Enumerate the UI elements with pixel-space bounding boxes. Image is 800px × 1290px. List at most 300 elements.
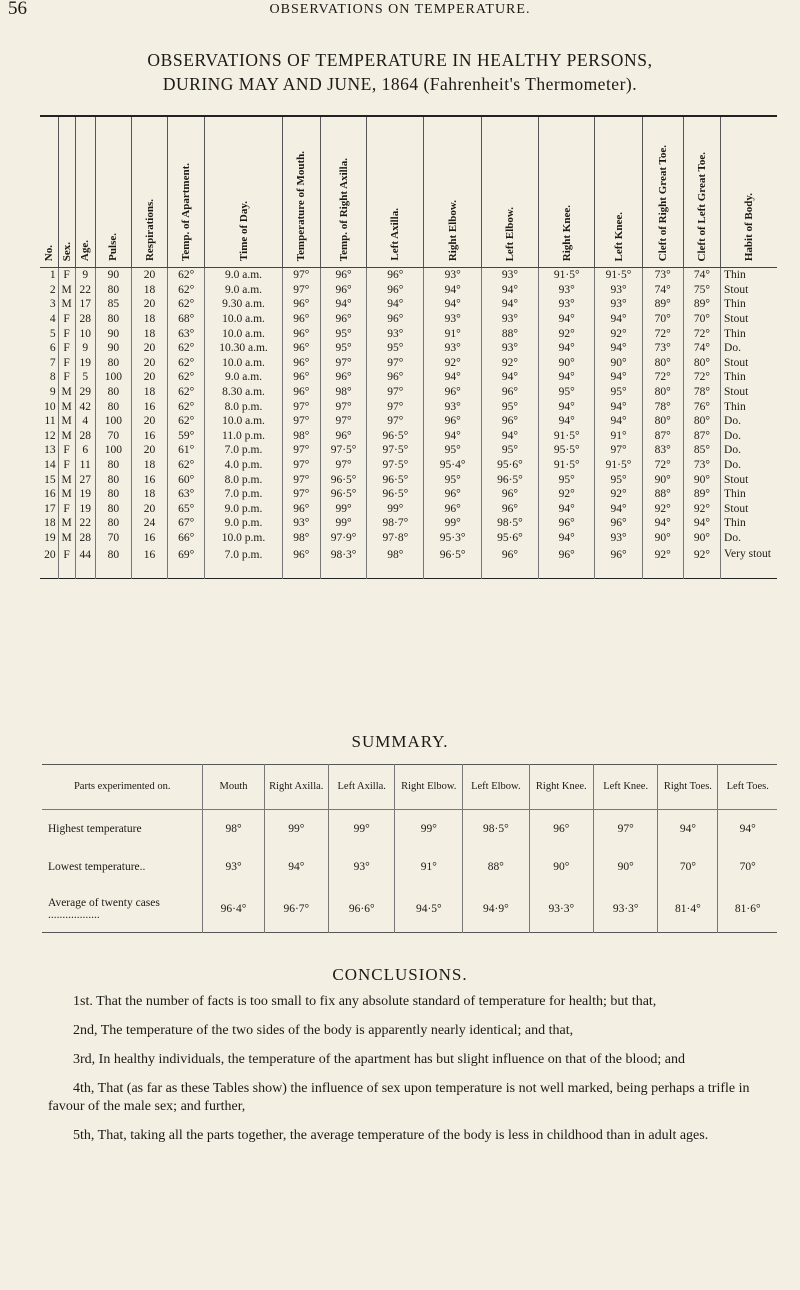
conclusions-title: CONCLUSIONS. <box>332 965 468 984</box>
summary-column-header: Right Knee. <box>529 765 593 810</box>
table-cell: 76° <box>683 399 720 414</box>
table-cell: 97° <box>320 458 366 473</box>
summary-cell: 98° <box>203 810 264 849</box>
table-cell: 96° <box>481 502 538 517</box>
table-cell: 68° <box>168 312 205 327</box>
table-cell: 94° <box>539 370 595 385</box>
table-cell: 90° <box>642 531 683 546</box>
table-cell: 97° <box>282 414 320 429</box>
summary-cell: 90° <box>529 848 593 886</box>
table-cell: Do. <box>721 414 777 429</box>
table-cell: 94° <box>424 297 481 312</box>
table-cell: 75° <box>683 283 720 298</box>
table-cell: 96° <box>424 502 481 517</box>
column-header-label: Respirations. <box>143 198 156 261</box>
table-cell: 10 <box>75 326 95 341</box>
table-cell: 10 <box>44 400 56 413</box>
table-cell: 97° <box>320 356 366 371</box>
table-row <box>40 268 777 283</box>
table-cell: 93° <box>539 283 595 298</box>
conclusions-list <box>48 993 763 1156</box>
table-cell: 62° <box>168 268 205 283</box>
table-cell: 97·5° <box>320 443 366 458</box>
table-cell: F <box>58 443 75 458</box>
table-cell: 93° <box>595 297 642 312</box>
table-cell: 62° <box>168 297 205 312</box>
summary-cell: 94° <box>264 848 328 886</box>
table-row <box>40 399 777 414</box>
table-cell: 100 <box>95 370 131 385</box>
table-cell: 94° <box>539 531 595 546</box>
table-cell: M <box>58 399 75 414</box>
table-cell: 80° <box>642 414 683 429</box>
table-cell: 94° <box>539 312 595 327</box>
summary-cell: 97° <box>593 810 657 849</box>
table-cell: 97° <box>282 268 320 283</box>
table-cell: 95·3° <box>424 531 481 546</box>
table-cell: 96° <box>282 502 320 517</box>
table-cell: 96° <box>282 370 320 385</box>
summary-cell: 94° <box>658 810 718 849</box>
summary-table <box>42 764 777 933</box>
table-cell: 28 <box>75 531 95 546</box>
table-cell: 72° <box>683 370 720 385</box>
summary-cell: 94·5° <box>395 886 463 933</box>
table-cell: 9.0 a.m. <box>205 268 282 283</box>
table-cell: 97° <box>282 487 320 502</box>
column-header <box>642 116 683 268</box>
column-header-label: Left Axilla. <box>389 208 402 261</box>
table-cell: 98° <box>367 545 424 579</box>
table-cell: 94° <box>595 312 642 327</box>
table-row <box>40 443 777 458</box>
table-cell: 92° <box>642 545 683 579</box>
table-cell: 99° <box>367 502 424 517</box>
table-cell: 90° <box>642 472 683 487</box>
table-cell: 19 <box>44 531 56 544</box>
table-cell: 73° <box>642 268 683 283</box>
table-cell: 95° <box>424 472 481 487</box>
table-cell: 97·8° <box>367 531 424 546</box>
table-cell: 65° <box>168 502 205 517</box>
table-cell: 96° <box>320 268 366 283</box>
table-cell: 70° <box>642 312 683 327</box>
column-header-label: Sex. <box>60 241 73 261</box>
table-cell: 93° <box>424 399 481 414</box>
table-cell: 91° <box>595 429 642 444</box>
table-cell: Stout <box>721 312 777 327</box>
table-cell: 29 <box>75 385 95 400</box>
table-cell: 9.0 p.m. <box>205 516 282 531</box>
table-cell: 93° <box>481 341 538 356</box>
table-cell: 97° <box>320 399 366 414</box>
table-cell: F <box>58 502 75 517</box>
table-cell: 89° <box>683 487 720 502</box>
table-cell: 5 <box>75 370 95 385</box>
table-cell: 13 <box>44 444 56 457</box>
summary-cell: 99° <box>395 810 463 849</box>
table-cell: 8.0 p.m. <box>205 399 282 414</box>
summary-column-header: Mouth <box>203 765 264 810</box>
table-cell: 28 <box>75 429 95 444</box>
conclusion-item: 1st. That the number of facts is too small to fix any absolute standard of temperature for health; but that, <box>73 994 657 1009</box>
table-cell: 99° <box>320 502 366 517</box>
table-cell: 3 <box>49 298 56 311</box>
column-header <box>367 116 424 268</box>
table-cell: 97° <box>282 283 320 298</box>
table-cell: 97° <box>282 458 320 473</box>
table-cell: 96° <box>282 312 320 327</box>
summary-row <box>42 886 777 933</box>
column-header-label: Left Elbow. <box>503 206 516 261</box>
table-cell: 94° <box>481 297 538 312</box>
table-cell: 93° <box>367 326 424 341</box>
summary-cell: 93° <box>328 848 395 886</box>
table-cell: 69° <box>168 545 205 579</box>
table-cell: 80 <box>95 516 131 531</box>
table-cell: 80° <box>683 414 720 429</box>
table-cell: 92° <box>424 356 481 371</box>
table-cell: M <box>58 385 75 400</box>
summary-cell: 93·3° <box>593 886 657 933</box>
table-cell: 8.0 p.m. <box>205 472 282 487</box>
table-cell: 7 <box>49 356 56 369</box>
table-cell: 18 <box>131 458 167 473</box>
table-cell: 60° <box>168 472 205 487</box>
table-cell: 95·6° <box>481 458 538 473</box>
table-cell: 9.0 a.m. <box>205 370 282 385</box>
table-cell: 4.0 p.m. <box>205 458 282 473</box>
table-cell: 20 <box>131 502 167 517</box>
summary-cell: 96·4° <box>203 886 264 933</box>
table-cell: 96° <box>282 545 320 579</box>
table-cell: 27 <box>75 472 95 487</box>
table-cell: 95° <box>320 341 366 356</box>
table-row <box>40 326 777 341</box>
conclusion-item: 3rd, In healthy individuals, the temperature of the apartment has but slight influence on that of the blood; and <box>73 1052 685 1067</box>
table-cell: F <box>58 545 75 579</box>
table-cell: 17 <box>44 502 56 515</box>
table-cell: 62° <box>168 458 205 473</box>
table-cell: 94° <box>424 283 481 298</box>
column-header-label: Temperature of Mouth. <box>295 150 308 261</box>
table-cell: 94° <box>595 502 642 517</box>
summary-body <box>42 810 777 933</box>
summary-row-label: Average of twenty cases .................. <box>48 897 160 921</box>
table-cell: Do. <box>721 531 777 546</box>
table-cell: 95·5° <box>539 443 595 458</box>
table-cell: 80 <box>95 545 131 579</box>
summary-cell: 96° <box>529 810 593 849</box>
column-header <box>683 116 720 268</box>
summary-row <box>42 848 777 886</box>
summary-cell: 90° <box>593 848 657 886</box>
table-cell: 97° <box>367 399 424 414</box>
table-cell: 95·6° <box>481 531 538 546</box>
table-cell: 94° <box>539 399 595 414</box>
summary-cell: 88° <box>463 848 530 886</box>
table-cell: 96·5° <box>320 487 366 502</box>
table-cell: 91° <box>424 326 481 341</box>
conclusion-item: 4th, That (as far as these Tables show) the influence of sex upon temperature is not well marked, being perhaps a trifle in favour of the male sex; and further, <box>48 1081 750 1114</box>
table-cell: 94° <box>367 297 424 312</box>
table-cell: 12 <box>44 429 56 442</box>
table-cell: 95° <box>367 341 424 356</box>
table-cell: 1 <box>49 269 56 282</box>
table-cell: Thin <box>721 370 777 385</box>
table-cell: F <box>58 341 75 356</box>
table-cell: 96·5° <box>424 545 481 579</box>
column-header <box>75 116 95 268</box>
table-cell: 63° <box>168 326 205 341</box>
table-row <box>40 370 777 385</box>
table-cell: 96° <box>320 312 366 327</box>
table-cell: 72° <box>642 458 683 473</box>
table-cell: 94° <box>539 414 595 429</box>
table-cell: 16 <box>131 531 167 546</box>
table-cell: 10.30 a.m. <box>205 341 282 356</box>
table-cell: 92° <box>595 487 642 502</box>
table-cell: 96° <box>481 385 538 400</box>
table-cell: 94° <box>595 341 642 356</box>
table-cell: 16 <box>44 488 56 501</box>
table-cell: F <box>58 356 75 371</box>
table-cell: 98° <box>282 429 320 444</box>
table-cell: 96° <box>539 545 595 579</box>
table-cell: 16 <box>131 429 167 444</box>
table-cell: 96° <box>481 545 538 579</box>
table-cell: F <box>58 370 75 385</box>
table-cell: M <box>58 487 75 502</box>
table-cell: 18 <box>131 312 167 327</box>
table-cell: 9 <box>75 341 95 356</box>
table-cell: 95° <box>481 399 538 414</box>
table-cell: 74° <box>683 268 720 283</box>
table-cell: 93° <box>595 283 642 298</box>
table-cell: 93° <box>481 312 538 327</box>
table-row <box>40 429 777 444</box>
table-cell: 96° <box>424 385 481 400</box>
table-cell: 9 <box>75 268 95 283</box>
column-header-label: Age. <box>79 239 92 261</box>
column-header-label: Pulse. <box>107 233 120 261</box>
table-cell: 98° <box>282 531 320 546</box>
table-row <box>40 385 777 400</box>
table-cell: 97° <box>367 414 424 429</box>
table-cell: Thin <box>721 516 777 531</box>
table-cell: 10.0 a.m. <box>205 356 282 371</box>
table-cell: 80 <box>95 283 131 298</box>
summary-header-row <box>42 765 777 810</box>
table-cell: 62° <box>168 356 205 371</box>
table-cell: 85° <box>683 443 720 458</box>
table-cell: 19 <box>75 487 95 502</box>
table-cell: 98·3° <box>320 545 366 579</box>
table-cell: 10.0 a.m. <box>205 414 282 429</box>
table-cell: 7.0 p.m. <box>205 443 282 458</box>
table-cell: 96° <box>282 297 320 312</box>
column-header <box>205 116 282 268</box>
table-cell: M <box>58 516 75 531</box>
table-cell: 22 <box>75 516 95 531</box>
table-cell: 9.0 a.m. <box>205 283 282 298</box>
table-cell: Stout <box>721 472 777 487</box>
page-number: 56 <box>8 0 27 19</box>
table-cell: 63° <box>168 487 205 502</box>
table-cell: 20 <box>131 341 167 356</box>
table-cell: 80° <box>642 356 683 371</box>
table-cell: 18 <box>131 385 167 400</box>
table-row <box>40 297 777 312</box>
column-header-label: No. <box>42 244 55 261</box>
conclusion-item: 5th, That, taking all the parts together, the average temperature of the body is less in childhood than in adult ages. <box>73 1128 709 1143</box>
table-cell: 97° <box>367 356 424 371</box>
summary-cell: 98·5° <box>463 810 530 849</box>
table-cell: 15 <box>44 473 56 486</box>
table-cell: Stout <box>721 356 777 371</box>
table-cell: 10.0 a.m. <box>205 312 282 327</box>
table-cell: 80 <box>95 356 131 371</box>
table-cell: 80 <box>95 487 131 502</box>
table-cell: 20 <box>131 297 167 312</box>
column-header-label: Cleft of Left Great Toe. <box>695 151 708 261</box>
table-cell: 80 <box>95 458 131 473</box>
table-cell: 8.30 a.m. <box>205 385 282 400</box>
table-cell: 80 <box>95 472 131 487</box>
summary-column-header: Right Toes. <box>658 765 718 810</box>
table-cell: 7.0 p.m. <box>205 545 282 579</box>
summary-cell: 93° <box>203 848 264 886</box>
table-cell: 85 <box>95 297 131 312</box>
table-cell: 87° <box>683 429 720 444</box>
table-cell: 90 <box>95 341 131 356</box>
table-cell: 18 <box>131 326 167 341</box>
summary-cell: 93·3° <box>529 886 593 933</box>
table-cell: 89° <box>683 297 720 312</box>
table-cell: 22 <box>75 283 95 298</box>
table-cell: 10.0 a.m. <box>205 326 282 341</box>
table-cell: 97° <box>367 385 424 400</box>
table-cell: 80° <box>683 356 720 371</box>
table-cell: 96·5° <box>320 472 366 487</box>
table-cell: Thin <box>721 297 777 312</box>
table-cell: 91·5° <box>539 268 595 283</box>
table-row <box>40 545 777 579</box>
table-cell: 11 <box>44 415 56 428</box>
table-cell: Thin <box>721 399 777 414</box>
table-cell: 18 <box>131 487 167 502</box>
table-cell: F <box>58 458 75 473</box>
table-cell: 73° <box>683 458 720 473</box>
table-cell: 97° <box>595 443 642 458</box>
column-header <box>424 116 481 268</box>
table-cell: 14 <box>44 459 56 472</box>
summary-cell: 96·7° <box>264 886 328 933</box>
table-cell: 88° <box>642 487 683 502</box>
table-cell: Very stout <box>721 545 777 579</box>
table-cell: 67° <box>168 516 205 531</box>
table-cell: 97° <box>320 414 366 429</box>
table-cell: 62° <box>168 283 205 298</box>
summary-column-header: Left Knee. <box>593 765 657 810</box>
table-cell: 2 <box>49 283 56 296</box>
table-cell: M <box>58 297 75 312</box>
table-cell: 95° <box>320 326 366 341</box>
table-cell: 96° <box>282 385 320 400</box>
table-cell: 44 <box>75 545 95 579</box>
table-cell: F <box>58 312 75 327</box>
summary-cell: 99° <box>264 810 328 849</box>
column-header <box>40 116 58 268</box>
table-cell: 7.0 p.m. <box>205 487 282 502</box>
table-cell: 96·5° <box>367 472 424 487</box>
table-cell: Thin <box>721 326 777 341</box>
table-cell: Do. <box>721 458 777 473</box>
table-cell: 90 <box>95 268 131 283</box>
table-cell: 95° <box>595 472 642 487</box>
table-cell: 97° <box>282 399 320 414</box>
summary-row-label: Highest temperature <box>48 823 142 835</box>
table-cell: 96·5° <box>367 429 424 444</box>
table-cell: 9.0 p.m. <box>205 502 282 517</box>
table-cell: 83° <box>642 443 683 458</box>
column-header <box>595 116 642 268</box>
table-cell: 62° <box>168 385 205 400</box>
table-cell: 88° <box>481 326 538 341</box>
table-cell: 93° <box>539 297 595 312</box>
table-cell: 96° <box>367 370 424 385</box>
table-cell: M <box>58 283 75 298</box>
table-cell: 11 <box>75 458 95 473</box>
column-header <box>282 116 320 268</box>
table-cell: 94° <box>595 414 642 429</box>
table-cell: 5 <box>49 327 56 340</box>
table-cell: 70 <box>95 531 131 546</box>
observations-table <box>40 115 777 579</box>
column-header-label: Right Knee. <box>560 204 573 261</box>
table-cell: 96° <box>424 487 481 502</box>
table-cell: 96° <box>595 516 642 531</box>
table-cell: 80° <box>642 385 683 400</box>
table-cell: 98·5° <box>481 516 538 531</box>
table-cell: 78° <box>683 385 720 400</box>
table-cell: 95·4° <box>424 458 481 473</box>
table-cell: 96° <box>424 414 481 429</box>
observations-body <box>40 268 777 579</box>
table-cell: 10.0 p.m. <box>205 531 282 546</box>
table-cell: F <box>58 326 75 341</box>
table-cell: 6 <box>49 342 56 355</box>
table-cell: 20 <box>131 356 167 371</box>
column-header-label: Cleft of Right Great Toe. <box>656 144 669 261</box>
table-cell: 19 <box>75 356 95 371</box>
table-cell: 80 <box>95 399 131 414</box>
table-cell: 8 <box>49 371 56 384</box>
table-cell: 6 <box>75 443 95 458</box>
table-cell: 11.0 p.m. <box>205 429 282 444</box>
table-cell: 96° <box>367 312 424 327</box>
table-cell: 24 <box>131 516 167 531</box>
column-header-label: Habit of Body. <box>743 192 756 261</box>
page-title: OBSERVATIONS OF TEMPERATURE IN HEALTHY PERSONS, <box>147 50 653 70</box>
table-cell: 61° <box>168 443 205 458</box>
table-cell: 91·5° <box>539 458 595 473</box>
table-cell: 94° <box>595 399 642 414</box>
column-header-label: Right Elbow. <box>446 199 459 261</box>
table-cell: 94° <box>595 370 642 385</box>
table-cell: 28 <box>75 312 95 327</box>
table-cell: 95° <box>539 472 595 487</box>
